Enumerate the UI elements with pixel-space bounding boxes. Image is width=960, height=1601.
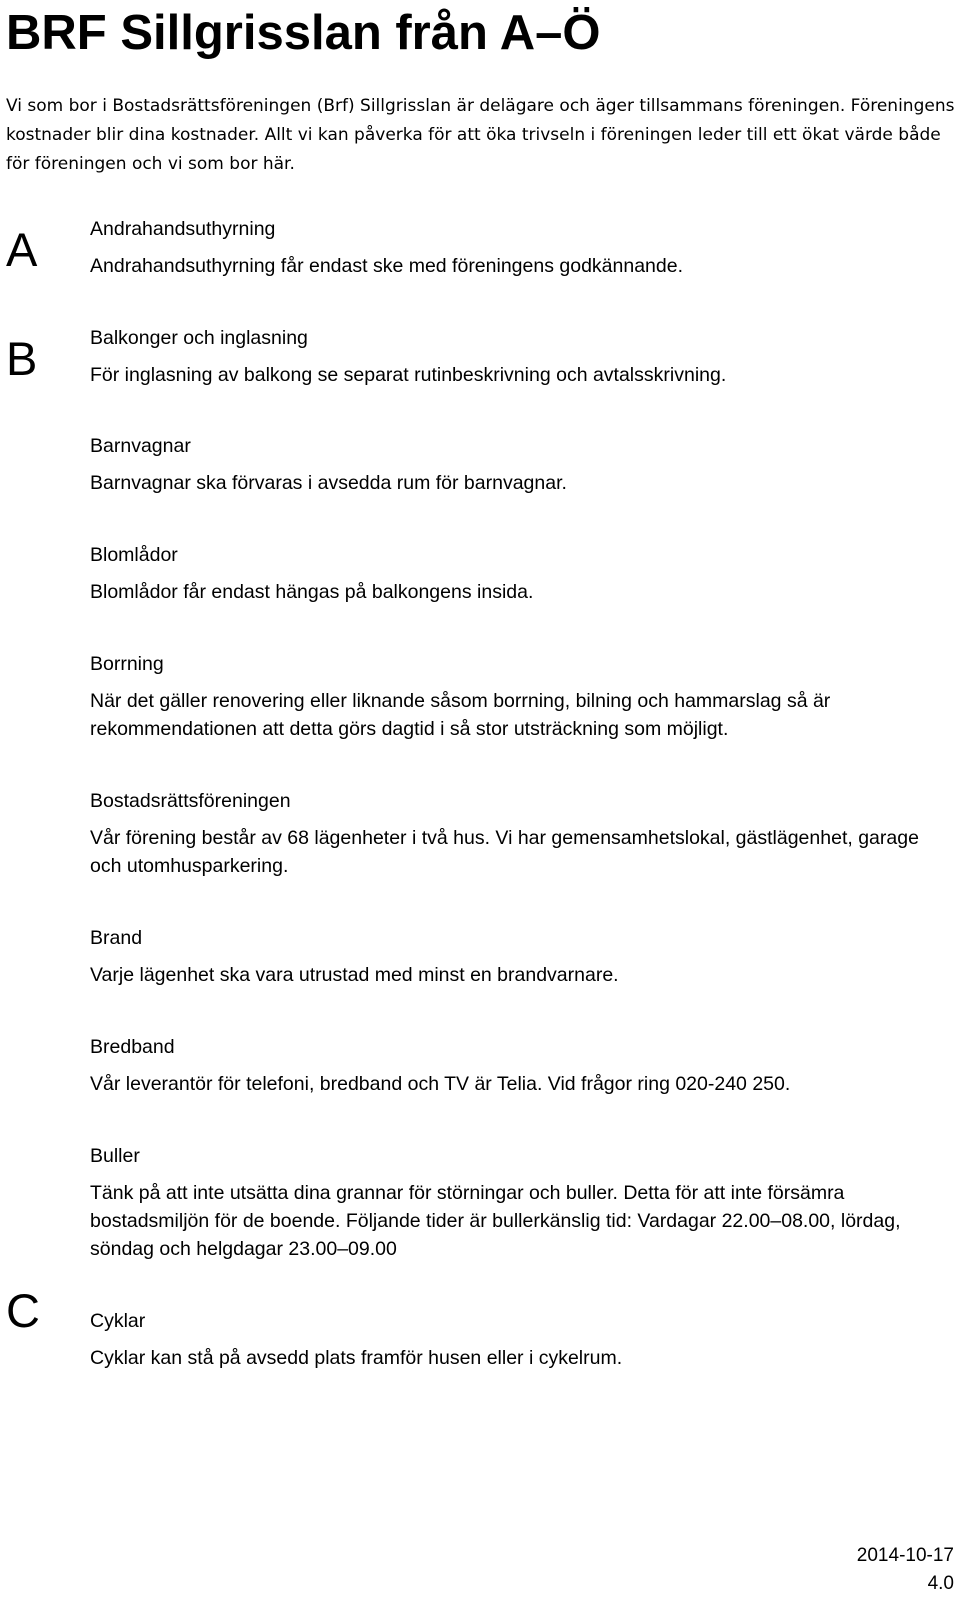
entry-blomlador <box>90 542 950 606</box>
entry-borrning <box>90 651 950 743</box>
entry-body: Andrahandsuthyrning får endast ske med föreningens godkännande. <box>90 255 683 277</box>
entry-buller <box>90 1143 950 1263</box>
entry-body: Barnvagnar ska förvaras i avsedda rum för barnvagnar. <box>90 472 567 494</box>
entry-brand <box>90 925 950 989</box>
intro-paragraph: Vi som bor i Bostadsrättsföreningen (Brf) Sillgrisslan är delägare och äger tillsammans föreningen. Föreningens kostnader blir dina kostnader. Allt vi kan påverka för att öka trivseln i föreningen leder till ett ökat värde både för föreningen och vi som bor här. <box>6 96 955 174</box>
page-title: BRF Sillgrisslan från A–Ö <box>6 6 601 60</box>
entry-title: Andrahandsuthyrning <box>90 218 276 240</box>
footer-date: 2014-10-17 <box>856 1545 954 1566</box>
entry-body: När det gäller renovering eller liknande såsom borrning, bilning och hammarslag så är rekommendationen att detta görs dagtid i så stor utsträckning som möjligt. <box>90 690 831 740</box>
entry-body: Cyklar kan stå på avsedd plats framför husen eller i cykelrum. <box>90 1347 623 1369</box>
entry-title: Balkonger och inglasning <box>90 327 308 349</box>
entry-body: För inglasning av balkong se separat rutinbeskrivning och avtalsskrivning. <box>90 364 727 386</box>
entry-cyklar <box>90 1308 950 1372</box>
footer-version: 4.0 <box>927 1573 954 1594</box>
entry-title: Bredband <box>90 1036 175 1058</box>
section-letter-b: B <box>6 332 38 385</box>
entry-body: Blomlådor får endast hängas på balkongens insida. <box>90 581 534 603</box>
entry-bostadsrattsforeningen <box>90 788 950 880</box>
entry-title: Bostadsrättsföreningen <box>90 790 291 812</box>
entry-andrahandsuthyrning <box>90 216 950 280</box>
entry-title: Brand <box>90 927 143 949</box>
entry-balkonger-och-inglasning <box>90 325 950 389</box>
entry-title: Borrning <box>90 653 164 675</box>
section-letter-c: C <box>6 1284 40 1337</box>
entry-body: Varje lägenhet ska vara utrustad med minst en brandvarnare. <box>90 964 619 986</box>
entry-body: Vår förening består av 68 lägenheter i två hus. Vi har gemensamhetslokal, gästlägenhet, garage och utomhusparkering. <box>90 827 919 877</box>
section-letter-a: A <box>6 223 38 276</box>
entry-title: Buller <box>90 1145 140 1167</box>
entry-bredband <box>90 1034 950 1098</box>
page-footer <box>857 1542 954 1598</box>
entry-barnvagnar <box>90 433 950 497</box>
entry-title: Barnvagnar <box>90 435 191 457</box>
entry-body: Tänk på att inte utsätta dina grannar för störningar och buller. Detta för att inte försämra bostadsmiljön för de boende. Följande tider är bullerkänslig tid: Vardagar 22.00–08.00, lördag, söndag och helgdagar 23.00–09.00 <box>90 1182 901 1260</box>
entry-body: Vår leverantör för telefoni, bredband och TV är Telia. Vid frågor ring 020-240 250. <box>90 1073 791 1095</box>
entry-title: Cyklar <box>90 1310 146 1332</box>
entry-title: Blomlådor <box>90 544 178 566</box>
